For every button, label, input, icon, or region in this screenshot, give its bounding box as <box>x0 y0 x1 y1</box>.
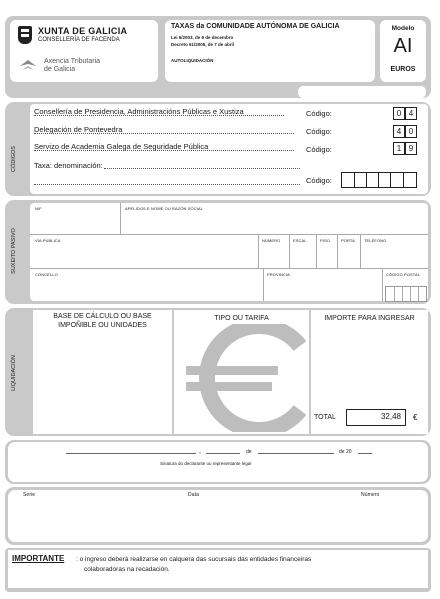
xunta-shield-icon <box>18 26 32 44</box>
place-line[interactable] <box>66 453 196 454</box>
provincia-label: PROVINCIA <box>267 272 290 277</box>
code-digit[interactable]: 4 <box>405 107 417 120</box>
data-label: Data <box>188 492 199 498</box>
total-value-box[interactable] <box>346 409 406 426</box>
apelidos-label: APELIDOS E NOME OU RAZÓN SOCIAL <box>125 206 204 211</box>
taxa-label: Taxa: denominación: <box>34 161 103 170</box>
porta-label: PORTA <box>341 238 355 243</box>
de2-label: de 20 <box>339 449 352 455</box>
important-label: IMPORTANTE <box>12 554 65 563</box>
form-type: AUTOLIQUIDACIÓN <box>171 58 214 63</box>
month-line[interactable] <box>258 453 334 454</box>
serie-label: Serie <box>23 492 36 498</box>
codigo-label: Código: <box>306 127 332 136</box>
total-label: TOTAL <box>314 414 336 421</box>
postal-code-input[interactable] <box>385 286 427 302</box>
law-line1: Lei 6/2003, de 9 de decembro <box>171 35 234 40</box>
escal-label: ESCAL. <box>293 238 308 243</box>
codigo-row-label: Servizo de Academia Galega de Seguridade Pública <box>34 142 209 151</box>
codigo-row-label: Consellería de Presidencia, Administracións Públicas e Xustiza <box>34 107 244 116</box>
base-header-line1: BASE DE CÁLCULO OU BASE <box>53 313 152 320</box>
importe-header: IMPORTE PARA INGRESAR <box>324 315 415 322</box>
liquidacion-section-label: LIQUIDACIÓN <box>11 355 17 391</box>
numero-label: NÚMERO <box>262 238 281 243</box>
currency-symbol: € <box>413 413 418 422</box>
code-digit[interactable]: 4 <box>393 125 405 138</box>
tipo-header: TIPO OU TARIFA <box>214 315 269 322</box>
codigo-row-label: Delegación de Pontevedra <box>34 125 123 134</box>
model-label: Modelo <box>391 25 415 32</box>
euro-watermark-icon <box>182 324 306 432</box>
title-box <box>165 20 375 82</box>
model-code: AI <box>393 35 413 57</box>
taxa-code-label: Código: <box>306 176 332 185</box>
code-digit[interactable]: 0 <box>393 107 405 120</box>
codigo-label: Código: <box>306 145 332 154</box>
codigos-section-label: CÓDIGOS <box>11 146 17 172</box>
code-digit[interactable]: 9 <box>405 142 417 155</box>
org-dept: CONSELLERÍA DE FACENDA <box>38 37 120 43</box>
currency: EUROS <box>390 66 416 73</box>
telefono-label: TELÉFONO <box>364 238 387 243</box>
logo-box <box>10 20 158 82</box>
form-title: TAXAS da COMUNIDADE AUTÓNOMA DE GALICIA <box>171 23 340 30</box>
suxeito-section-label: SUXEITO PASIVO <box>11 228 17 274</box>
day-line[interactable] <box>206 453 240 454</box>
comma: , <box>199 448 201 455</box>
taxa-code-input[interactable] <box>341 172 417 188</box>
code-digit[interactable]: 0 <box>405 125 417 138</box>
numero-pay-label: Número <box>361 492 380 498</box>
agency-line2: de Galicia <box>44 66 76 73</box>
org-name: XUNTA DE GALICIA <box>38 26 128 36</box>
de1-label: de <box>246 449 252 455</box>
law-line2: Decreto 61/2005, de 7 de abril <box>171 42 235 47</box>
via-label: VÍA PÚBLICA <box>35 238 61 243</box>
piso-label: PISO <box>320 238 330 243</box>
base-header-line2: IMPOÑIBLE OU UNIDADES <box>58 322 147 329</box>
footer-text-line1: : o ingreso deberá realizarse en calquera das sucursais das entidades financeiras <box>76 556 312 563</box>
footer-text-line2: colaboradoras na recadación. <box>84 566 170 573</box>
codigo-postal-label: CÓDIGO POSTAL <box>386 272 421 277</box>
total-value: 32,48 <box>380 412 401 421</box>
nif-label: NIF <box>35 206 42 211</box>
year-line[interactable] <box>358 453 372 454</box>
signature-caption: Sinatura do declarante ou representante legal <box>160 461 252 466</box>
header-blank-strip <box>298 86 426 98</box>
agency-line1: Axencia Tributaria <box>44 58 101 65</box>
codigo-label: Código: <box>306 109 332 118</box>
concello-label: CONCELLO <box>35 272 58 277</box>
suxeito-body <box>30 203 428 301</box>
model-box <box>380 20 426 82</box>
code-digit[interactable]: 1 <box>393 142 405 155</box>
agency-logo-icon <box>18 56 38 74</box>
